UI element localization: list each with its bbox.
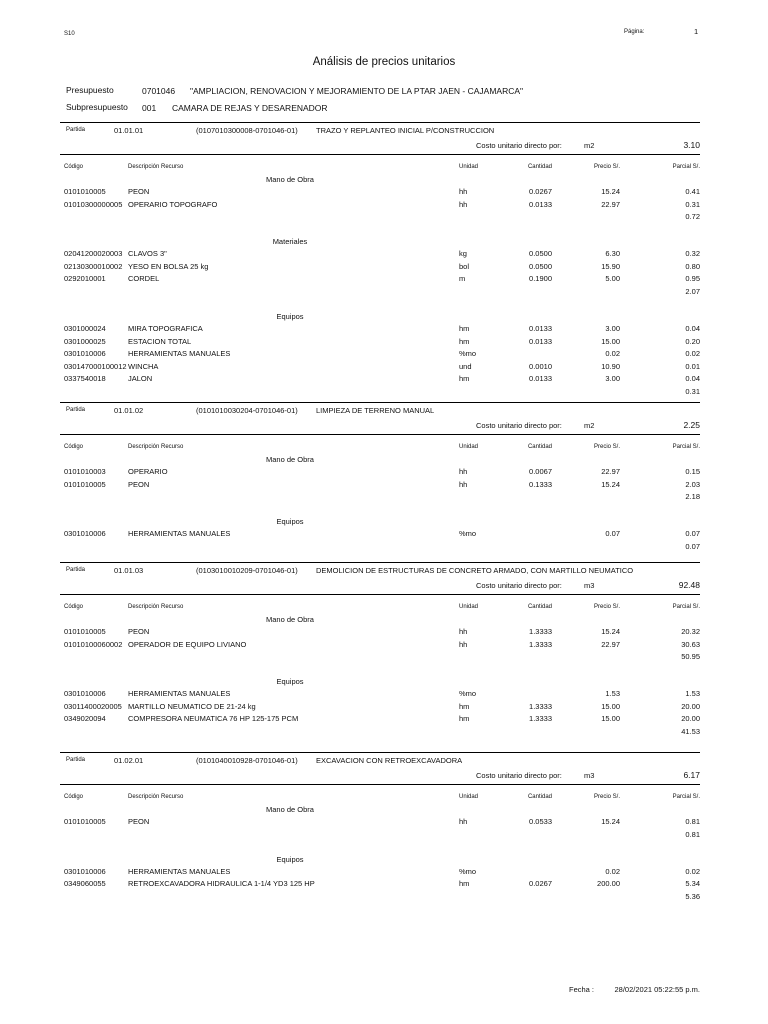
group-title: Mano de Obra	[266, 805, 314, 814]
row-unidad: hh	[459, 640, 468, 649]
row-precio: 15.00	[601, 702, 620, 711]
col-unidad: Unidad	[459, 794, 479, 800]
group-subtotal: 41.53	[681, 727, 700, 736]
row-precio: 15.24	[601, 187, 620, 196]
partida-item: 01.01.01	[114, 126, 144, 135]
header-separator	[60, 154, 700, 155]
unit-cost-unit: m3	[584, 581, 595, 590]
col-descripcion: Descripción Recurso	[128, 794, 184, 800]
row-precio: 15.00	[601, 337, 620, 346]
page-title: Análisis de precios unitarios	[312, 56, 456, 68]
presupuesto-label: Presupuesto	[66, 85, 114, 95]
row-parcial: 1.53	[685, 689, 700, 698]
row-unidad: hh	[459, 480, 468, 489]
col-cantidad: Cantidad	[527, 444, 552, 450]
row-codigo: 0101010005	[64, 187, 106, 196]
row-descripcion: PEON	[128, 817, 150, 826]
row-precio: 3.00	[605, 374, 620, 383]
unit-cost-label: Costo unitario directo por:	[476, 771, 562, 780]
row-descripcion: PEON	[128, 480, 150, 489]
row-parcial: 0.41	[685, 187, 700, 196]
date-label: Fecha :	[569, 985, 595, 994]
partida-code: (0107010300008-0701046-01)	[196, 126, 298, 135]
partida-name: EXCAVACION CON RETROEXCAVADORA	[316, 756, 463, 765]
group-subtotal: 0.81	[685, 830, 700, 839]
unit-cost-label: Costo unitario directo por:	[476, 421, 562, 430]
group-subtotal: 5.36	[685, 892, 700, 901]
group-title: Materiales	[272, 237, 308, 247]
partida-label: Partida	[66, 567, 86, 573]
group-subtotal: 0.07	[685, 542, 700, 551]
row-precio: 15.00	[601, 714, 620, 723]
row-unidad: hh	[459, 467, 468, 476]
group-title: Equipos	[276, 677, 304, 687]
row-parcial: 0.95	[685, 274, 700, 283]
row-descripcion: HERRAMIENTAS MANUALES	[128, 867, 231, 876]
row-unidad: hm	[459, 337, 470, 346]
col-parcial: Parcial S/.	[672, 164, 700, 170]
row-descripcion: HERRAMIENTAS MANUALES	[128, 349, 231, 358]
group-subtotal: 50.95	[681, 652, 700, 661]
row-codigo: 01010300000005	[64, 200, 123, 209]
row-parcial: 0.01	[685, 362, 700, 371]
row-cantidad: 0.0133	[529, 337, 552, 346]
row-cantidad: 0.0267	[529, 187, 552, 196]
row-descripcion: CLAVOS 3"	[128, 249, 167, 258]
row-precio: 0.07	[605, 529, 620, 538]
subpresupuesto-name: CAMARA DE REJAS Y DESARENADOR	[172, 103, 328, 113]
partida-label: Partida	[66, 407, 86, 413]
subpresupuesto-code: 001	[142, 103, 157, 113]
row-unidad: m	[459, 274, 466, 283]
col-precio: Precio S/.	[593, 164, 620, 170]
row-codigo: 0101010005	[64, 480, 106, 489]
row-unidad: hh	[459, 200, 468, 209]
row-codigo: 0301000025	[64, 337, 106, 346]
page-number: 1	[694, 27, 699, 36]
unit-cost-value: 92.48	[678, 580, 700, 590]
row-descripcion: HERRAMIENTAS MANUALES	[128, 689, 231, 698]
row-descripcion: OPERADOR DE EQUIPO LIVIANO	[128, 640, 247, 649]
row-precio: 15.24	[601, 480, 620, 489]
software-label: S10	[64, 31, 75, 37]
row-descripcion: JALON	[128, 374, 153, 383]
row-precio: 22.97	[601, 200, 620, 209]
row-descripcion: ESTACION TOTAL	[128, 337, 192, 346]
row-precio: 15.90	[601, 262, 620, 271]
col-cantidad: Cantidad	[527, 164, 552, 170]
row-unidad: hm	[459, 374, 470, 383]
row-unidad: %mo	[459, 689, 477, 698]
row-cantidad: 0.0133	[529, 324, 552, 333]
row-precio: 15.24	[601, 817, 620, 826]
row-unidad: hm	[459, 702, 470, 711]
col-descripcion: Descripción Recurso	[128, 604, 184, 610]
partida-code: (0103010010209-0701046-01)	[196, 566, 298, 575]
col-precio: Precio S/.	[593, 604, 620, 610]
row-cantidad: 0.0133	[529, 374, 552, 383]
row-unidad: kg	[459, 249, 467, 258]
row-cantidad: 0.0133	[529, 200, 552, 209]
row-unidad: hm	[459, 879, 470, 888]
row-codigo: 02041200020003	[64, 249, 123, 258]
col-codigo: Código	[64, 164, 84, 170]
row-cantidad: 0.0500	[529, 262, 552, 271]
row-parcial: 0.07	[685, 529, 700, 538]
date-value: 28/02/2021 05:22:55 p.m.	[614, 985, 700, 994]
col-codigo: Código	[64, 444, 84, 450]
row-descripcion: MIRA TOPOGRAFICA	[128, 324, 203, 333]
col-cantidad: Cantidad	[527, 794, 552, 800]
subpresupuesto-label: Subpresupuesto	[66, 102, 128, 112]
partida-label: Partida	[66, 757, 86, 763]
col-parcial: Parcial S/.	[672, 794, 700, 800]
col-precio: Precio S/.	[593, 794, 620, 800]
row-parcial: 20.00	[681, 714, 700, 723]
header-separator	[60, 784, 700, 785]
partida-code: (0101010030204-0701046-01)	[196, 406, 298, 415]
row-descripcion: PEON	[128, 187, 150, 196]
row-codigo: 02130300010002	[64, 262, 123, 271]
row-codigo: 0101010003	[64, 467, 106, 476]
partida-item: 01.02.01	[114, 756, 144, 765]
col-codigo: Código	[64, 794, 84, 800]
group-title: Mano de Obra	[266, 615, 314, 624]
row-unidad: %mo	[459, 867, 477, 876]
row-parcial: 0.20	[685, 337, 700, 346]
header-separator	[60, 594, 700, 595]
row-cantidad: 1.3333	[529, 627, 552, 636]
row-cantidad: 0.0267	[529, 879, 552, 888]
group-subtotal: 2.07	[685, 287, 700, 296]
row-parcial: 0.15	[685, 467, 700, 476]
row-codigo: 0301010006	[64, 529, 106, 538]
row-parcial: 0.04	[685, 374, 700, 383]
partida-item: 01.01.03	[114, 566, 144, 575]
row-descripcion: YESO EN BOLSA 25 kg	[128, 262, 209, 271]
row-parcial: 0.81	[685, 817, 700, 826]
group-title: Equipos	[276, 854, 304, 864]
partida-label: Partida	[66, 127, 86, 133]
col-descripcion: Descripción Recurso	[128, 444, 184, 450]
row-cantidad: 0.0067	[529, 467, 552, 476]
unit-cost-value: 2.25	[683, 420, 700, 430]
unit-cost-label: Costo unitario directo por:	[476, 581, 562, 590]
row-parcial: 5.34	[685, 879, 700, 888]
row-unidad: hh	[459, 817, 468, 826]
row-descripcion: CORDEL	[128, 274, 160, 283]
row-cantidad: 0.0010	[529, 362, 552, 371]
row-codigo: 0301010006	[64, 689, 106, 698]
row-descripcion: HERRAMIENTAS MANUALES	[128, 529, 231, 538]
presupuesto-code: 0701046	[142, 86, 176, 96]
unit-cost-unit: m2	[584, 141, 595, 150]
row-unidad: %mo	[459, 349, 477, 358]
row-precio: 6.30	[605, 249, 620, 258]
row-codigo: 0349020094	[64, 714, 106, 723]
row-codigo: 0101010005	[64, 817, 106, 826]
col-cantidad: Cantidad	[527, 604, 552, 610]
group-subtotal: 0.72	[685, 212, 700, 221]
col-descripcion: Descripción Recurso	[128, 164, 184, 170]
row-parcial: 20.00	[681, 702, 700, 711]
row-unidad: und	[459, 362, 472, 371]
row-codigo: 03011400020005	[64, 702, 122, 711]
partida-name: DEMOLICION DE ESTRUCTURAS DE CONCRETO ARMADO, CON MARTILLO NEUMATICO	[316, 566, 634, 575]
partida-name: TRAZO Y REPLANTEO INICIAL P/CONSTRUCCION	[316, 126, 495, 135]
row-codigo: 01010100060002	[64, 640, 123, 649]
row-parcial: 20.32	[681, 627, 700, 636]
row-parcial: 0.31	[685, 200, 700, 209]
row-parcial: 2.03	[685, 480, 700, 489]
row-codigo: 0301010006	[64, 867, 106, 876]
unit-cost-unit: m3	[584, 771, 595, 780]
col-codigo: Código	[64, 604, 84, 610]
row-codigo: 0337540018	[64, 374, 106, 383]
row-codigo: 0349060055	[64, 879, 106, 888]
row-parcial: 0.32	[685, 249, 700, 258]
row-cantidad: 0.0500	[529, 249, 552, 258]
row-codigo: 0301000024	[64, 324, 106, 333]
row-cantidad: 0.1333	[529, 480, 552, 489]
partida-separator	[60, 562, 700, 563]
row-codigo: 0292010001	[64, 274, 106, 283]
col-unidad: Unidad	[459, 164, 479, 170]
row-descripcion: MARTILLO NEUMATICO DE 21-24 kg	[128, 702, 256, 711]
partida-separator	[60, 402, 700, 403]
col-precio: Precio S/.	[593, 444, 620, 450]
row-precio: 15.24	[601, 627, 620, 636]
partida-code: (0101040010928-0701046-01)	[196, 756, 298, 765]
row-descripcion: OPERARIO	[128, 467, 168, 476]
row-descripcion: OPERARIO TOPOGRAFO	[128, 200, 218, 209]
row-parcial: 30.63	[681, 640, 700, 649]
header-separator	[60, 434, 700, 435]
partida-separator	[60, 122, 700, 123]
unit-cost-value: 3.10	[683, 140, 700, 150]
row-precio: 22.97	[601, 467, 620, 476]
row-parcial: 0.02	[685, 349, 700, 358]
row-parcial: 0.02	[685, 867, 700, 876]
row-unidad: hm	[459, 324, 470, 333]
row-precio: 0.02	[605, 349, 620, 358]
col-unidad: Unidad	[459, 604, 479, 610]
row-unidad: hm	[459, 714, 470, 723]
row-unidad: %mo	[459, 529, 477, 538]
row-descripcion: WINCHA	[128, 362, 159, 371]
row-precio: 22.97	[601, 640, 620, 649]
row-descripcion: RETROEXCAVADORA HIDRAULICA 1-1/4 YD3 125 HP	[128, 879, 315, 888]
partida-name: LIMPIEZA DE TERRENO MANUAL	[316, 406, 435, 415]
row-precio: 3.00	[605, 324, 620, 333]
row-cantidad: 1.3333	[529, 640, 552, 649]
row-cantidad: 0.0533	[529, 817, 552, 826]
group-subtotal: 0.31	[685, 387, 700, 396]
unit-cost-unit: m2	[584, 421, 595, 430]
group-title: Equipos	[276, 517, 304, 527]
presupuesto-name: "AMPLIACION, RENOVACION Y MEJORAMIENTO DE LA PTAR JAEN - CAJAMARCA"	[190, 86, 524, 96]
row-codigo: 0101010005	[64, 627, 106, 636]
row-unidad: hh	[459, 627, 468, 636]
row-codigo: 030147000100012	[64, 362, 127, 371]
row-precio: 200.00	[597, 879, 620, 888]
row-cantidad: 0.1900	[529, 274, 552, 283]
unit-cost-value: 6.17	[683, 770, 700, 780]
group-title: Equipos	[276, 312, 304, 321]
row-parcial: 0.04	[685, 324, 700, 333]
row-descripcion: PEON	[128, 627, 150, 636]
row-precio: 1.53	[605, 689, 620, 698]
row-cantidad: 1.3333	[529, 702, 552, 711]
row-codigo: 0301010006	[64, 349, 106, 358]
partida-separator	[60, 752, 700, 753]
group-subtotal: 2.18	[685, 492, 700, 501]
row-descripcion: COMPRESORA NEUMATICA 76 HP 125-175 PCM	[128, 714, 299, 723]
row-precio: 10.90	[601, 362, 620, 371]
col-unidad: Unidad	[459, 444, 479, 450]
row-unidad: hh	[459, 187, 468, 196]
row-cantidad: 1.3333	[529, 714, 552, 723]
row-unidad: bol	[459, 262, 470, 271]
row-precio: 5.00	[605, 274, 620, 283]
partida-item: 01.01.02	[114, 406, 144, 415]
row-precio: 0.02	[605, 867, 620, 876]
col-parcial: Parcial S/.	[672, 604, 700, 610]
group-title: Mano de Obra	[266, 455, 314, 464]
page-label: Página:	[624, 29, 645, 35]
group-title: Mano de Obra	[266, 175, 314, 184]
col-parcial: Parcial S/.	[672, 444, 700, 450]
unit-cost-label: Costo unitario directo por:	[476, 141, 562, 150]
row-parcial: 0.80	[685, 262, 700, 271]
